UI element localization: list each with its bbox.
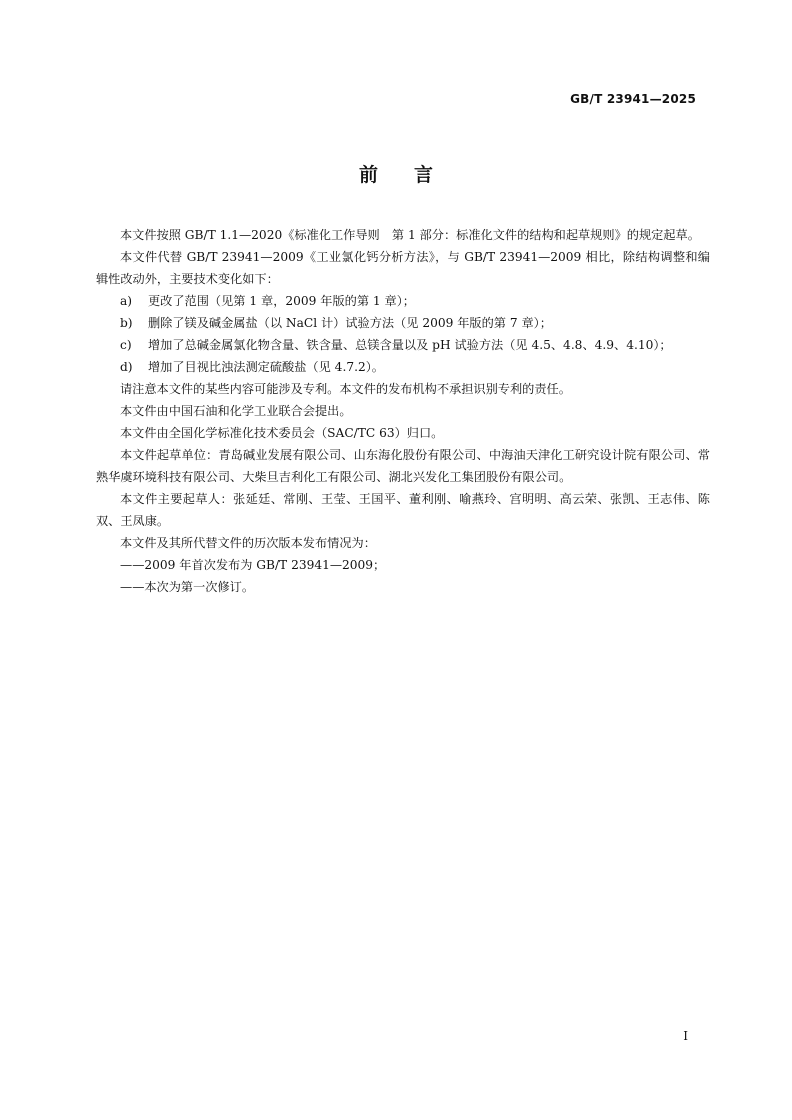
list-item-text: 更改了范围（见第 1 章，2009 年版的第 1 章）； xyxy=(148,294,415,308)
technical-changes-list xyxy=(96,290,710,378)
drafters-paragraph: 本文件主要起草人：张延廷、常刚、王莹、王国平、董利刚、喻燕玲、宫明明、高云荣、张凯、王志伟、陈双、王凤康。 xyxy=(96,492,710,528)
proposer-paragraph: 本文件由中国石油和化学工业联合会提出。 xyxy=(120,404,352,418)
list-item: ——本次为第一次修订。 xyxy=(120,580,255,594)
replacement-paragraph: 本文件代替 GB/T 23941—2009《工业氯化钙分析方法》，与 GB/T 23941—2009 相比，除结构调整和编辑性改动外，主要技术变化如下： xyxy=(96,250,710,286)
foreword-body xyxy=(96,224,710,598)
list-item xyxy=(96,290,710,312)
list-item-marker: d) xyxy=(120,360,133,374)
list-item xyxy=(96,334,710,356)
patent-notice-paragraph: 请注意本文件的某些内容可能涉及专利。本文件的发布机构不承担识别专利的责任。 xyxy=(120,382,571,396)
standard-number: GB/T 23941—2025 xyxy=(570,92,696,106)
list-item-text: 增加了目视比浊法测定硫酸盐（见 4.7.2）。 xyxy=(148,360,384,374)
version-history-intro: 本文件及其所代替文件的历次版本发布情况为： xyxy=(120,536,376,550)
list-item xyxy=(96,312,710,334)
drafting-units-paragraph: 本文件起草单位：青岛碱业发展有限公司、山东海化股份有限公司、中海油天津化工研究设计院有限公司、常熟华虞环境科技有限公司、大柴旦吉利化工有限公司、湖北兴发化工集团股份有限公司。 xyxy=(96,448,710,484)
list-item-text: 增加了总碱金属氯化物含量、铁含量、总镁含量以及 pH 试验方法（见 4.5、4.8、4.9、4.10）； xyxy=(148,338,672,352)
page-title: 前言 xyxy=(358,164,469,186)
list-item: ——2009 年首次发布为 GB/T 23941—2009； xyxy=(120,558,386,572)
version-history-list xyxy=(96,554,710,598)
list-item xyxy=(96,356,710,378)
list-item-marker: a) xyxy=(120,294,133,308)
drafting-rules-paragraph: 本文件按照 GB/T 1.1—2020《标准化工作导则 第 1 部分：标准化文件的结构和起草规则》的规定起草。 xyxy=(120,228,700,242)
list-item-marker: c) xyxy=(120,338,132,352)
list-item-text: 删除了镁及碱金属盐（以 NaCl 计）试验方法（见 2009 年版的第 7 章）； xyxy=(148,316,552,330)
committee-paragraph: 本文件由全国化学标准化技术委员会（SAC/TC 63）归口。 xyxy=(120,426,444,440)
list-item-marker: b) xyxy=(120,316,133,330)
page-number: I xyxy=(683,1029,688,1043)
